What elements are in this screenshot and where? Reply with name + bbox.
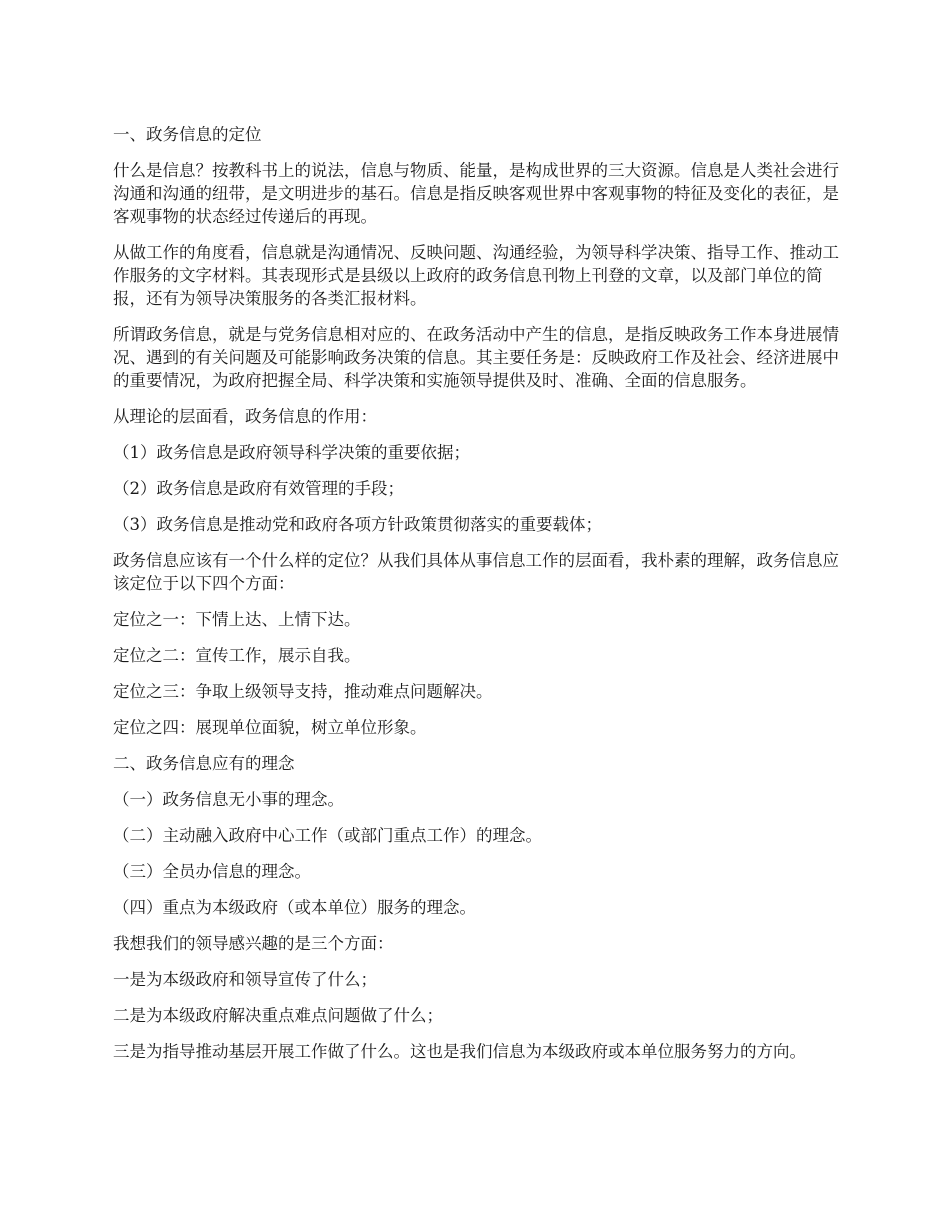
paragraph: 什么是信息？按教科书上的说法，信息与物质、能量，是构成世界的三大资源。信息是人类社会进行沟通和沟通的纽带，是文明进步的基石。信息是指反映客观世界中客观事物的特征及变化的表征，是客观事物的状态经过传递后的再现。 xyxy=(113,161,839,226)
list-item: （1）政务信息是政府领导科学决策的重要依据； xyxy=(113,443,470,462)
list-item: 定位之三：争取上级领导支持，推动难点问题解决。 xyxy=(113,682,493,701)
list-item: （一）政务信息无小事的理念。 xyxy=(113,790,344,809)
list-item: 三是为指导推动基层开展工作做了什么。这也是我们信息为本级政府或本单位服务努力的方向。 xyxy=(113,1042,806,1061)
paragraph: 政务信息应该有一个什么样的定位？从我们具体从事信息工作的层面看，我朴素的理解，政务信息应该定位于以下四个方面： xyxy=(113,551,839,593)
list-item: （三）全员办信息的理念。 xyxy=(113,862,311,881)
list-item: （四）重点为本级政府（或本单位）服务的理念。 xyxy=(113,898,476,917)
list-item: （2）政务信息是政府有效管理的手段； xyxy=(113,479,404,498)
list-item: （3）政务信息是推动党和政府各项方针政策贯彻落实的重要载体； xyxy=(113,515,602,534)
paragraph: 从做工作的角度看，信息就是沟通情况、反映问题、沟通经验，为领导科学决策、指导工作、推动工作服务的文字材料。其表现形式是县级以上政府的政务信息刊物上刊登的文章，以及部门单位的简报，还有为领导决策服务的各类汇报材料。 xyxy=(113,243,839,308)
paragraph: 所谓政务信息，就是与党务信息相对应的、在政务活动中产生的信息，是指反映政务工作本身进展情况、遇到的有关问题及可能影响政务决策的信息。其主要任务是：反映政府工作及社会、经济进展中的重要情况，为政府把握全局、科学决策和实施领导提供及时、准确、全面的信息服务。 xyxy=(113,325,839,390)
list-item: 定位之四：展现单位面貌，树立单位形象。 xyxy=(113,718,427,737)
paragraph: 从理论的层面看，政务信息的作用： xyxy=(113,407,377,426)
list-item: 定位之二：宣传工作，展示自我。 xyxy=(113,646,361,665)
list-item: 定位之一：下情上达、上情下达。 xyxy=(113,610,361,629)
document-body xyxy=(113,123,843,1076)
section-heading-2: 二、政务信息应有的理念 xyxy=(113,754,295,773)
list-item: （二）主动融入政府中心工作（或部门重点工作）的理念。 xyxy=(113,826,542,845)
section-heading-1: 一、政务信息的定位 xyxy=(113,125,262,144)
list-item: 二是为本级政府解决重点难点问题做了什么； xyxy=(113,1006,443,1025)
paragraph: 我想我们的领导感兴趣的是三个方面： xyxy=(113,934,394,953)
list-item: 一是为本级政府和领导宣传了什么； xyxy=(113,970,377,989)
